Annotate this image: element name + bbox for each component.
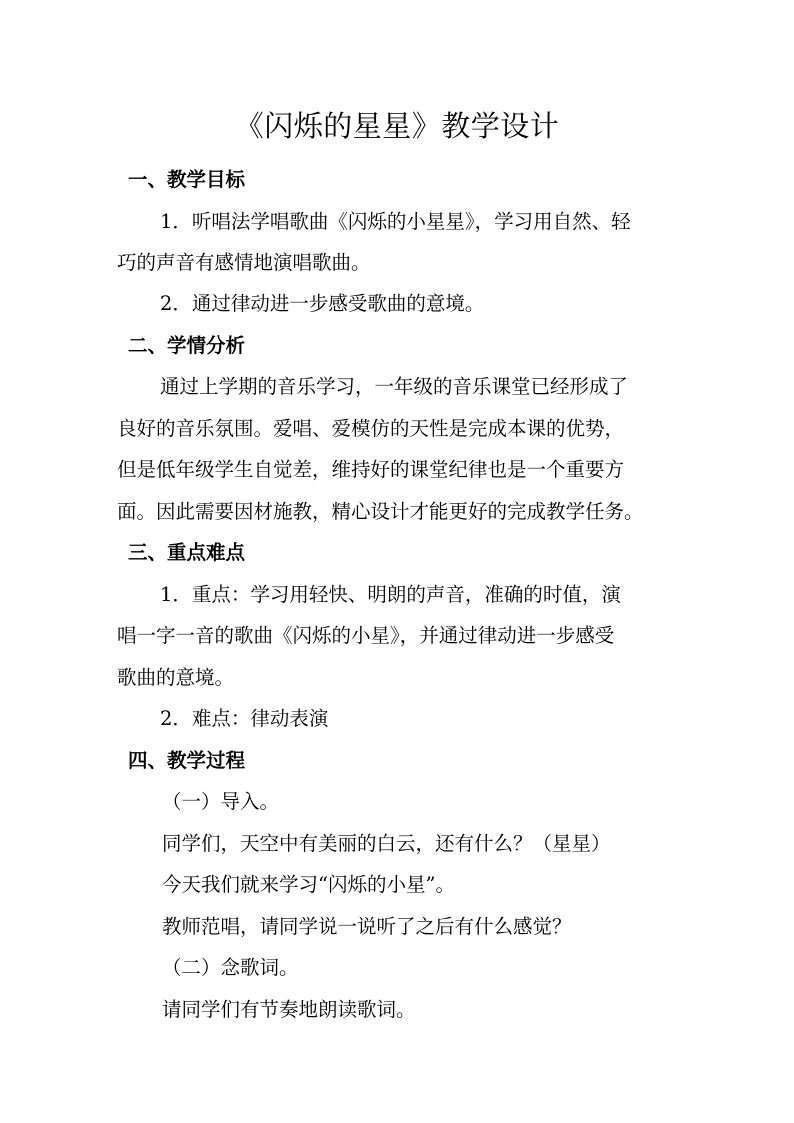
paragraph-line: 今天我们就来学习“闪烁的小星”。 xyxy=(162,873,455,896)
paragraph-line: 1．重点：学习用轻快、明朗的声音，准确的时值，演 xyxy=(160,583,621,606)
paragraph-line: （一）导入。 xyxy=(162,790,280,813)
paragraph-line: 1．听唱法学唱歌曲《闪烁的小星星》，学习用自然、轻 xyxy=(160,210,631,233)
paragraph-line: 2．难点：律动表演 xyxy=(160,707,329,730)
paragraph-line: （二）念歌词。 xyxy=(162,956,299,979)
section-heading-process: 四、教学过程 xyxy=(128,749,246,772)
paragraph-line: 歌曲的意境。 xyxy=(117,666,235,689)
section-heading-analysis: 二、学情分析 xyxy=(128,334,246,357)
paragraph-line: 同学们，天空中有美丽的白云，还有什么？（星星） xyxy=(162,832,611,855)
paragraph-line: 但是低年级学生自觉差，维持好的课堂纪律也是一个重要方 xyxy=(117,458,625,481)
paragraph-line: 教师范唱，请同学说一说听了之后有什么感觉？ xyxy=(162,915,572,938)
paragraph-line: 请同学们有节奏地朗读歌词。 xyxy=(162,998,416,1021)
section-heading-objectives: 一、教学目标 xyxy=(128,168,246,191)
paragraph-line: 通过上学期的音乐学习，一年级的音乐课堂已经形成了 xyxy=(160,375,629,398)
paragraph-line: 唱一字一音的歌曲《闪烁的小星》，并通过律动进一步感受 xyxy=(117,624,615,647)
paragraph-line: 巧的声音有感情地演唱歌曲。 xyxy=(117,251,371,274)
paragraph-line: 良好的音乐氛围。爱唱、爱模仿的天性是完成本课的优势， xyxy=(117,417,625,440)
paragraph-line: 面。因此需要因材施教，精心设计才能更好的完成教学任务。 xyxy=(117,500,644,523)
section-heading-key-points: 三、重点难点 xyxy=(128,541,246,564)
paragraph-line: 2．通过律动进一步感受歌曲的意境。 xyxy=(160,292,485,315)
document-title: 《闪烁的星星》教学设计 xyxy=(234,109,560,143)
